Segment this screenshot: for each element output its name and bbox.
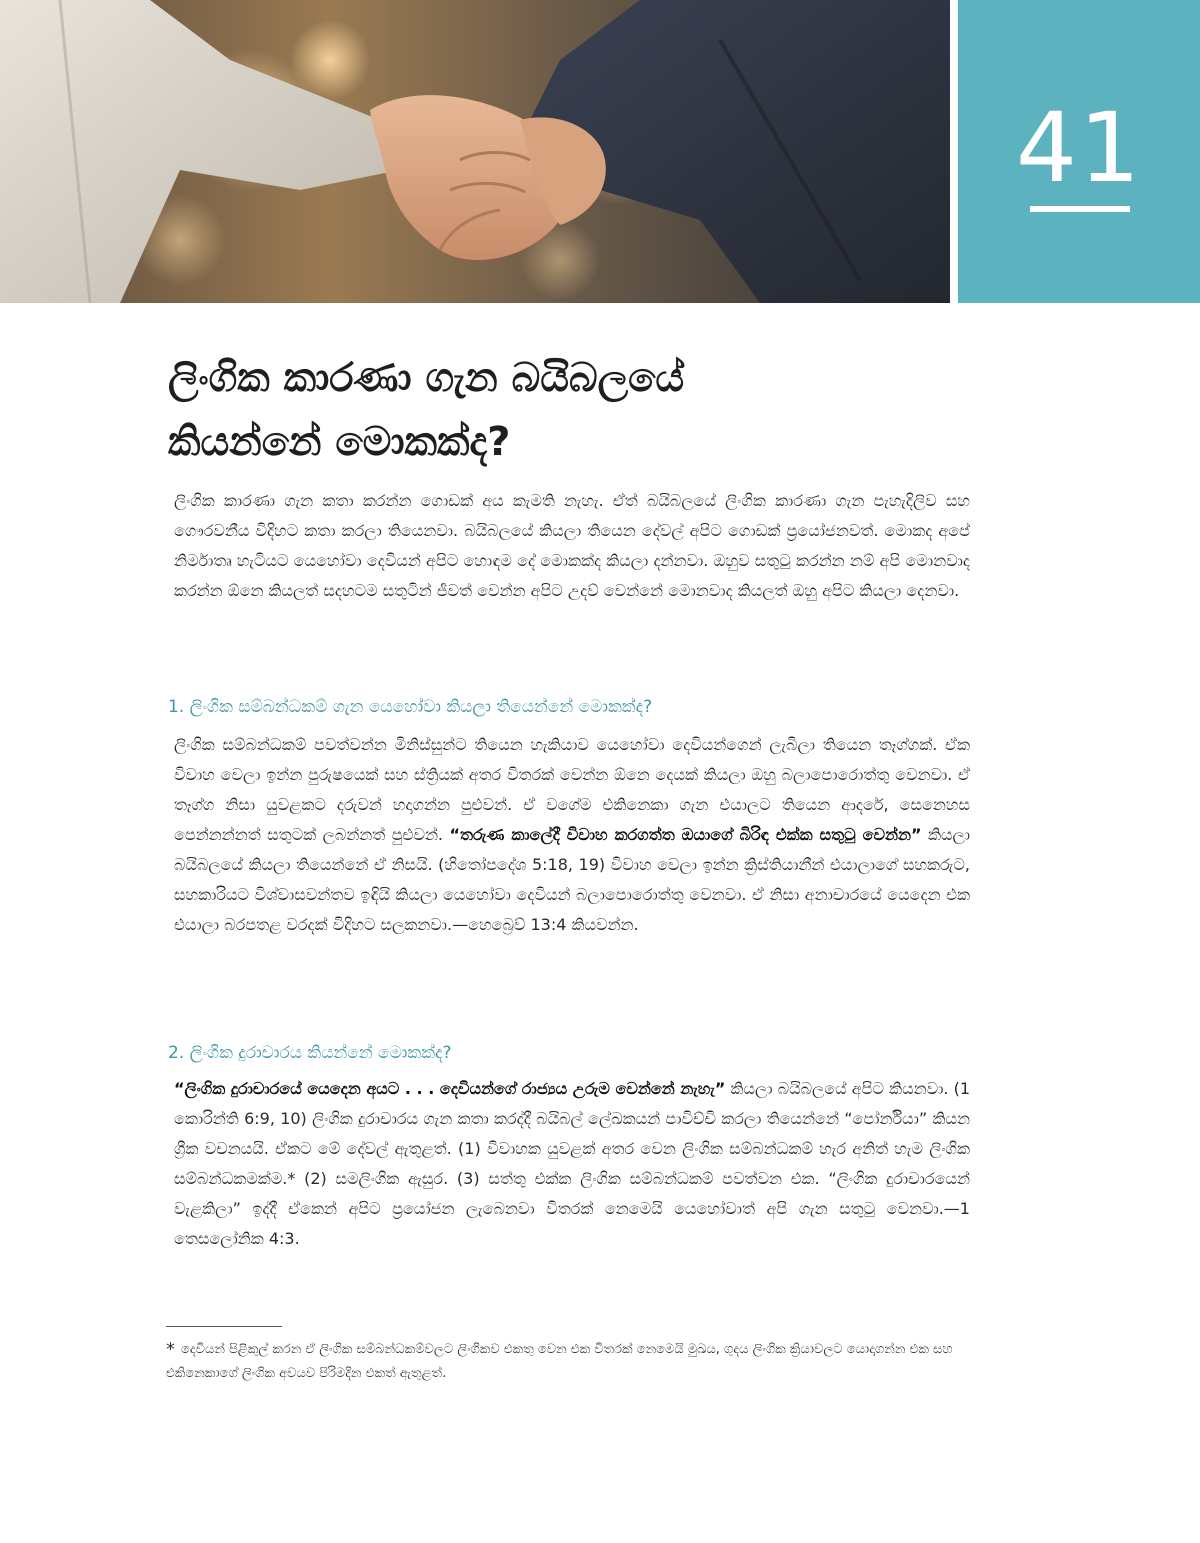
page-title-line-1: ලිංගික කාරණා ගැන බයිබලයේ [168,355,685,401]
footnote-marker: * [166,1339,175,1360]
hero-photo [0,0,950,303]
page-title-line-2: කියන්නේ මොකක්ද? [168,419,511,465]
section-2-scripture-quote: “ලිංගික දුරාචාරයේ යෙදෙන අයට . . . දෙවියන්ගේ රාජ්‍යය උරුම වෙන්නේ නැහැ” [174,1079,726,1098]
section-1-scripture-quote: “තරුණ කාලේදී විවාහ කරගත්ත ඔයාගේ බිරිඳ එක්ක සතුටු වෙන්න” [449,825,922,844]
footnote [166,1338,966,1386]
section-1-body-text: ලිංගික සම්බන්ධකම් පවත්වන්න මිනිස්සුන්ට තියෙන හැකියාව යෙහෝවා දෙවියන්ගෙන් ලැබිලා තියෙන තෑග්ගක්. ඒක විවාහ වෙලා ඉන්න පුරුෂයෙක් සහ ස්ත්‍රියක් අතර විතරක් වෙන්න ඕනෙ දෙයක් කියලා ඔහු බලාපොරොත්තු වෙනවා. ඒ තෑග්ග නිසා යුවළකට දරුවන් හදාගන්න පුළුවන්. ඒ වගේම එකිනෙකා ගැන එයාලට තියෙන ආදරේ, සෙනෙහස පෙන්නන්නත් සතුටක් ලබන්නත් පුළුවන්. [174,735,970,844]
page-title [168,346,928,474]
section-2-body [174,1074,970,1254]
footnote-divider [166,1326,282,1327]
footnote-text: දෙවියන් පිළිකුල් කරන ඒ ලිංගික සම්බන්ධකම්වලට ලිංගිකව එකතු වෙන එක විතරක් නෙමෙයි මුඛය, ගුදය ලිංගික ක්‍රියාවලට යොදාගන්න එක සහ එකිනෙකාගේ ලිංගික අවයව පිරිමදින එකත් ඇතුළත්. [166,1342,953,1381]
holding-hands-illustration [0,0,950,303]
lesson-number-underline [1030,206,1130,212]
lesson-number-box [958,0,1200,303]
lesson-number: 41 [1015,92,1143,204]
section-1-heading: 1. ලිංගික සම්බන්ධකම් ගැන යෙහෝවා කියලා තියෙන්නේ මොකක්ද? [168,697,653,717]
section-2-body-text-continued: කියලා බයිබලයේ අපිට කියනවා. (1 කොරින්ති 6:9, 10) ලිංගික දුරාචාරය ගැන කතා කරද්දී බයිබල් ලේඛකයන් පාවිච්චි කරලා තියෙන්නේ “පෝර්නියා” කියන ග්‍රීක වචනයයි. ඒකට මේ දේවල් ඇතුළත්. (1) විවාහක යුවළක් අතර වෙන ලිංගික සම්බන්ධකම් හැර අනිත් හැම ලිංගික සම්බන්ධකමක්ම.* (2) සමලිංගික ඇසුර. (3) සත්තු එක්ක ලිංගික සම්බන්ධකම් පවත්වන එක. “ලිංගික දුරාචාරයෙන් වැළකිලා” ඉද්දී ඒකෙන් අපිට ප්‍රයෝජන ලැබෙනවා විතරක් නෙමෙයි යෙහෝවාත් අපි ගැන සතුටු වෙනවා.—1 තෙසලෝනික 4:3. [174,1079,971,1248]
section-2-heading: 2. ලිංගික දුරාචාරය කියන්නේ මොකක්ද? [168,1043,452,1063]
intro-paragraph: ලිංගික කාරණා ගැන කතා කරන්න ගොඩක් අය කැමති නැහැ. ඒත් බයිබලයේ ලිංගික කාරණා ගැන පැහැදිලිව සහ ගෞරවනීය විදිහට කතා කරලා තියෙනවා. බයිබලයේ කියලා තියෙන දේවල් අපිට ගොඩක් ප්‍රයෝජනවත්. මොකද අපේ නිර්මාතෘ හැටියට යෙහෝවා දෙවියන් අපිට හොඳම දේ මොකක්ද කියලා දන්නවා. ඔහුව සතුටු කරන්න නම් අපි මොනවාද කරන්න ඕනෙ කියලත් සදහටම සතුටින් ජීවත් වෙන්න අපිට උදව් වෙන්නේ මොනවාද කියලත් ඔහු අපිට කියලා දෙනවා. [174,491,970,600]
section-1-body [174,730,970,940]
section-1-body-text-continued: කියලා බයිබලයේ කියලා තියෙන්නේ ඒ නිසයි. (හිතෝපදේශ 5:18, 19) විවාහ වෙලා ඉන්න ක්‍රිස්තියානීන් එයාලාගේ සහකරුට, සහකාරියට විශ්වාසවන්තව ඉඳියි කියලා යෙහෝවා දෙවියන් බලාපොරොත්තු වෙනවා. ඒ නිසා අනාචාරයේ යෙදෙන එක එයාලා බරපතළ වරදක් විදිහට සලකනවා.—හෙබ්‍රෙව් 13:4 කියවන්න. [174,825,970,934]
